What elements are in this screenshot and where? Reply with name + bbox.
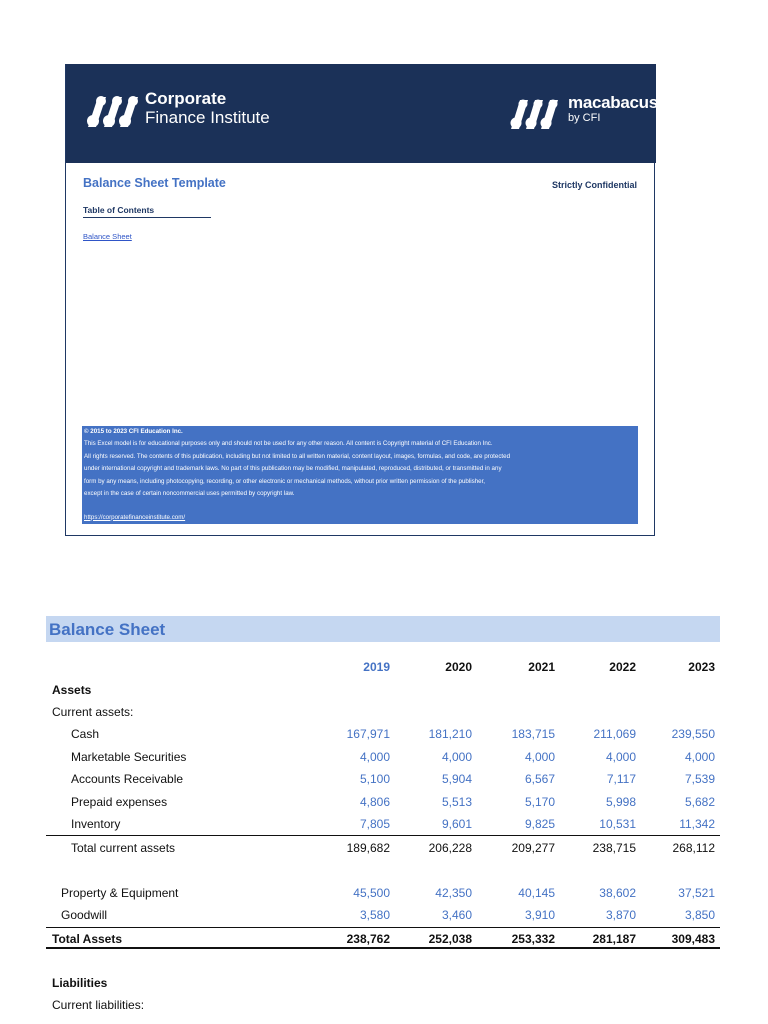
row-label: Accounts Receivable bbox=[71, 772, 184, 786]
cell-value: 37,521 bbox=[678, 886, 715, 900]
row-label: Inventory bbox=[71, 817, 121, 831]
cell-value: 4,000 bbox=[359, 750, 390, 764]
balance-sheet-header bbox=[46, 616, 720, 642]
legal-line: This Excel model is for educational purposes only and should not be used for any other reason. All content is Copyright material of CFI Education Inc. bbox=[84, 440, 493, 448]
current-liabilities-heading-row bbox=[46, 995, 720, 1017]
row-label: Property & Equipment bbox=[61, 886, 179, 900]
template-title: Balance Sheet Template bbox=[83, 176, 226, 190]
cell-value: 181,210 bbox=[428, 727, 472, 741]
cell-value: 7,539 bbox=[684, 772, 715, 786]
legal-line: form by any means, including photocopying, recording, or other electronic or mechanical methods, without prior written permission of the publisher, bbox=[84, 477, 486, 485]
macabacus-logo-icon bbox=[506, 97, 558, 131]
cell-value: 238,715 bbox=[592, 841, 636, 855]
macabacus-line-1: macabacus bbox=[568, 93, 658, 112]
cell-value: 4,000 bbox=[524, 750, 555, 764]
row-label: Cash bbox=[71, 727, 100, 741]
current-assets-heading-row bbox=[46, 702, 720, 724]
cell-value: 4,000 bbox=[605, 750, 636, 764]
current-liabilities-heading: Current liabilities: bbox=[52, 998, 145, 1012]
year-header-row bbox=[46, 657, 720, 679]
table-row bbox=[46, 905, 720, 927]
row-label: Total current assets bbox=[71, 841, 176, 855]
cell-value: 209,277 bbox=[511, 841, 555, 855]
cell-value: 5,170 bbox=[524, 795, 555, 809]
cell-value: 211,069 bbox=[593, 727, 636, 741]
year-label: 2019 bbox=[363, 660, 390, 674]
cell-value: 4,000 bbox=[441, 750, 472, 764]
cell-value: 167,971 bbox=[346, 727, 390, 741]
cell-value: 7,805 bbox=[359, 817, 390, 831]
cell-value: 9,601 bbox=[441, 817, 472, 831]
cell-value: 253,332 bbox=[511, 932, 555, 946]
assets-heading-row bbox=[46, 680, 720, 702]
cell-value: 189,682 bbox=[346, 841, 390, 855]
cell-value: 45,500 bbox=[353, 886, 390, 900]
cell-value: 239,550 bbox=[671, 727, 715, 741]
macabacus-line-2: by CFI bbox=[568, 112, 601, 124]
cell-value: 3,580 bbox=[359, 908, 390, 922]
cell-value: 252,038 bbox=[428, 932, 472, 946]
cfi-logo-icon bbox=[82, 93, 138, 129]
cell-value: 4,806 bbox=[359, 795, 390, 809]
cell-value: 309,483 bbox=[671, 932, 715, 946]
website-link[interactable]: https://corporatefinanceinstitute.com/ bbox=[84, 513, 186, 521]
cell-value: 5,513 bbox=[441, 795, 472, 809]
year-label: 2022 bbox=[609, 660, 636, 674]
row-label: Goodwill bbox=[61, 908, 108, 922]
cell-value: 9,825 bbox=[524, 817, 555, 831]
cell-value: 3,910 bbox=[524, 908, 555, 922]
cell-value: 281,187 bbox=[592, 932, 636, 946]
cell-value: 238,762 bbox=[346, 932, 390, 946]
cell-value: 11,342 bbox=[679, 817, 715, 831]
cell-value: 5,904 bbox=[441, 772, 472, 786]
cfi-wordmark bbox=[145, 89, 270, 127]
legal-notice bbox=[82, 426, 638, 524]
cell-value: 3,870 bbox=[605, 908, 636, 922]
brand-line-2: Finance Institute bbox=[145, 108, 270, 127]
row-label: Marketable Securities bbox=[71, 750, 187, 764]
year-label: 2020 bbox=[445, 660, 472, 674]
row-label: Total Assets bbox=[52, 932, 123, 946]
cell-value: 6,567 bbox=[524, 772, 555, 786]
row-label: Prepaid expenses bbox=[71, 795, 168, 809]
cell-value: 206,228 bbox=[428, 841, 472, 855]
cell-value: 40,145 bbox=[518, 886, 555, 900]
table-row bbox=[46, 747, 720, 769]
cover-header bbox=[66, 64, 656, 163]
balance-sheet-title: Balance Sheet bbox=[49, 620, 166, 639]
table-row bbox=[46, 724, 720, 746]
cell-value: 3,850 bbox=[684, 908, 715, 922]
total-current-assets-row bbox=[46, 838, 720, 860]
cell-value: 7,117 bbox=[606, 772, 636, 786]
cell-value: 38,602 bbox=[599, 886, 636, 900]
cell-value: 42,350 bbox=[435, 886, 472, 900]
current-assets-heading: Current assets: bbox=[52, 705, 134, 719]
table-row bbox=[46, 883, 720, 905]
confidential-label: Strictly Confidential bbox=[551, 180, 637, 190]
cell-value: 5,998 bbox=[605, 795, 636, 809]
macabacus-wordmark bbox=[568, 93, 658, 125]
table-row bbox=[46, 769, 720, 791]
cell-value: 3,460 bbox=[441, 908, 472, 922]
legal-line: under international copyright and trademark laws. No part of this publication may be modified, manipulated, reproduced, distributed, or transmitted in any bbox=[84, 465, 502, 473]
cell-value: 183,715 bbox=[511, 727, 555, 741]
liabilities-heading-row bbox=[46, 973, 720, 995]
total-rule-bottom bbox=[46, 947, 720, 949]
cell-value: 10,531 bbox=[599, 817, 636, 831]
cell-value: 268,112 bbox=[672, 841, 715, 855]
total-rule-top bbox=[46, 927, 720, 928]
year-label: 2023 bbox=[688, 660, 715, 674]
brand-line-1: Corporate bbox=[145, 89, 227, 108]
toc-link-balance-sheet[interactable]: Balance Sheet bbox=[83, 232, 132, 241]
year-label: 2021 bbox=[528, 660, 555, 674]
toc-title: Table of Contents bbox=[83, 205, 211, 218]
cell-value: 5,682 bbox=[684, 795, 715, 809]
table-row bbox=[46, 792, 720, 814]
assets-heading: Assets bbox=[52, 683, 92, 697]
legal-line: All rights reserved. The contents of this publication, including but not limited to all written material, content layout, images, formulas, and code, are protected bbox=[84, 452, 511, 460]
copyright-line: © 2015 to 2023 CFI Education Inc. bbox=[84, 428, 183, 435]
subtotal-rule bbox=[46, 835, 720, 836]
cell-value: 4,000 bbox=[684, 750, 715, 764]
legal-line: except in the case of certain noncommercial uses permitted by copyright law. bbox=[84, 490, 295, 498]
table-row bbox=[46, 814, 720, 836]
liabilities-heading: Liabilities bbox=[52, 976, 108, 990]
cover-sheet bbox=[65, 64, 658, 536]
cell-value: 5,100 bbox=[359, 772, 390, 786]
